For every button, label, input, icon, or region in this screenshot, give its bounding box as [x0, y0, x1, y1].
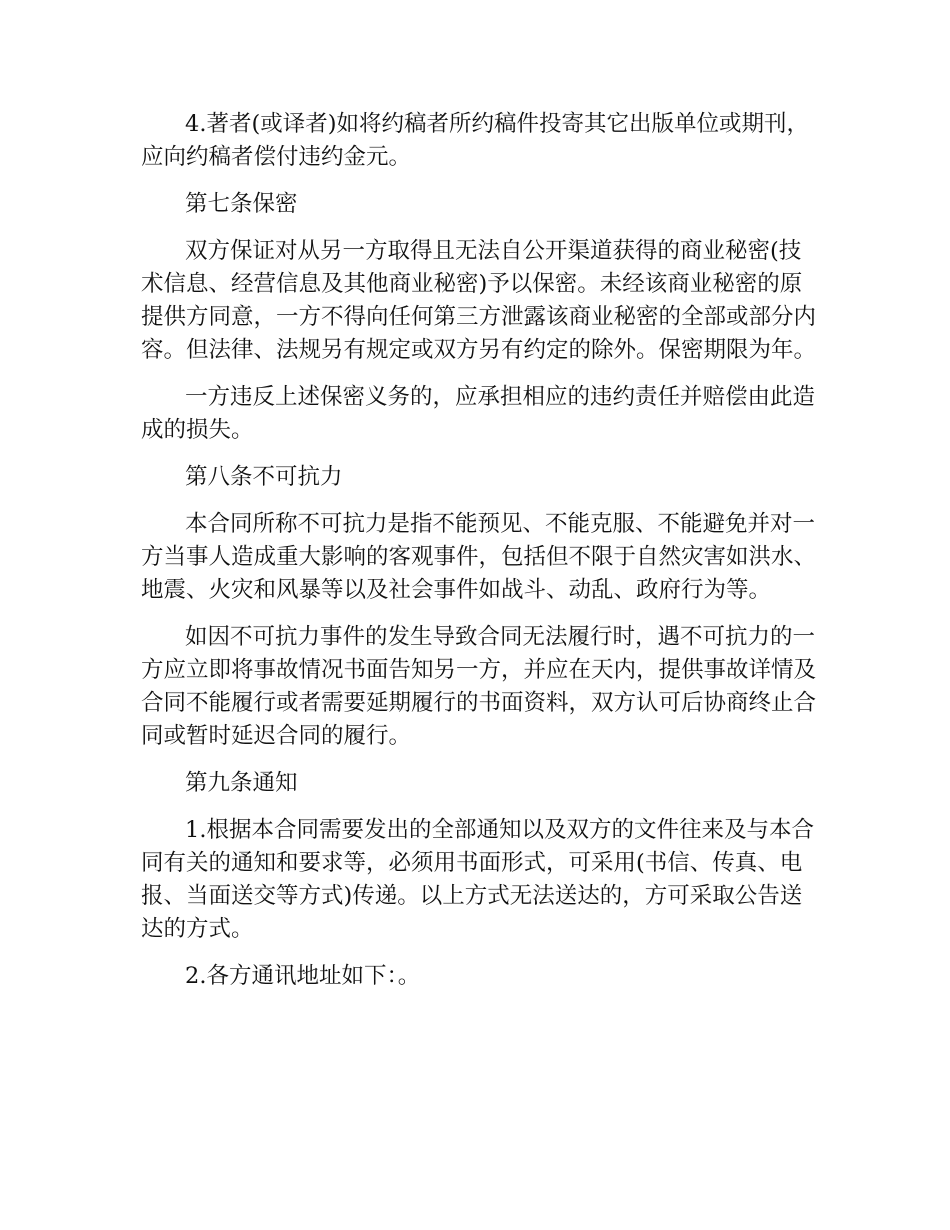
section-heading-force-majeure: 第八条不可抗力 [185, 464, 343, 490]
document-body [141, 108, 821, 1007]
section-heading-confidentiality: 第七条保密 [185, 191, 298, 217]
force-majeure-procedure-paragraph: 如因不可抗力事件的发生导致合同无法履行时，遇不可抗力的一方应立即将事故情况书面告知另一方，并应在天内，提供事故详情及合同不能履行或者需要延期履行的书面资料，双方认可后协商终止合同或暂时延迟合同的履行。 [141, 624, 817, 749]
notice-paragraph-2: 2.各方通讯地址如下：。 [185, 963, 421, 989]
section-heading-notice: 第九条通知 [185, 770, 298, 796]
force-majeure-definition-paragraph: 本合同所称不可抗力是指不能预见、不能克服、不能避免并对一方当事人造成重大影响的客观事件，包括但不限于自然灾害如洪水、地震、火灾和风暴等以及社会事件如战斗、动乱、政府行为等。 [141, 511, 817, 603]
confidentiality-paragraph: 双方保证对从另一方取得且无法自公开渠道获得的商业秘密(技术信息、经营信息及其他商业秘密)予以保密。未经该商业秘密的原提供方同意，一方不得向任何第三方泄露该商业秘密的全部或部分内容。但法律、法规另有规定或双方另有约定的除外。保密期限为年。 [141, 238, 817, 363]
confidentiality-breach-paragraph: 一方违反上述保密义务的，应承担相应的违约责任并赔偿由此造成的损失。 [141, 384, 816, 443]
clause-paragraph: 4.著者(或译者)如将约稿者所约稿件投寄其它出版单位或期刊，应向约稿者偿付违约金元。 [141, 111, 810, 170]
notice-paragraph-1: 1.根据本合同需要发出的全部通知以及双方的文件往来及与本合同有关的通知和要求等，必须用书面形式，可采用(书信、传真、电报、当面送交等方式)传递。以上方式无法送达的，方可采取公告送达的方式。 [141, 817, 814, 942]
